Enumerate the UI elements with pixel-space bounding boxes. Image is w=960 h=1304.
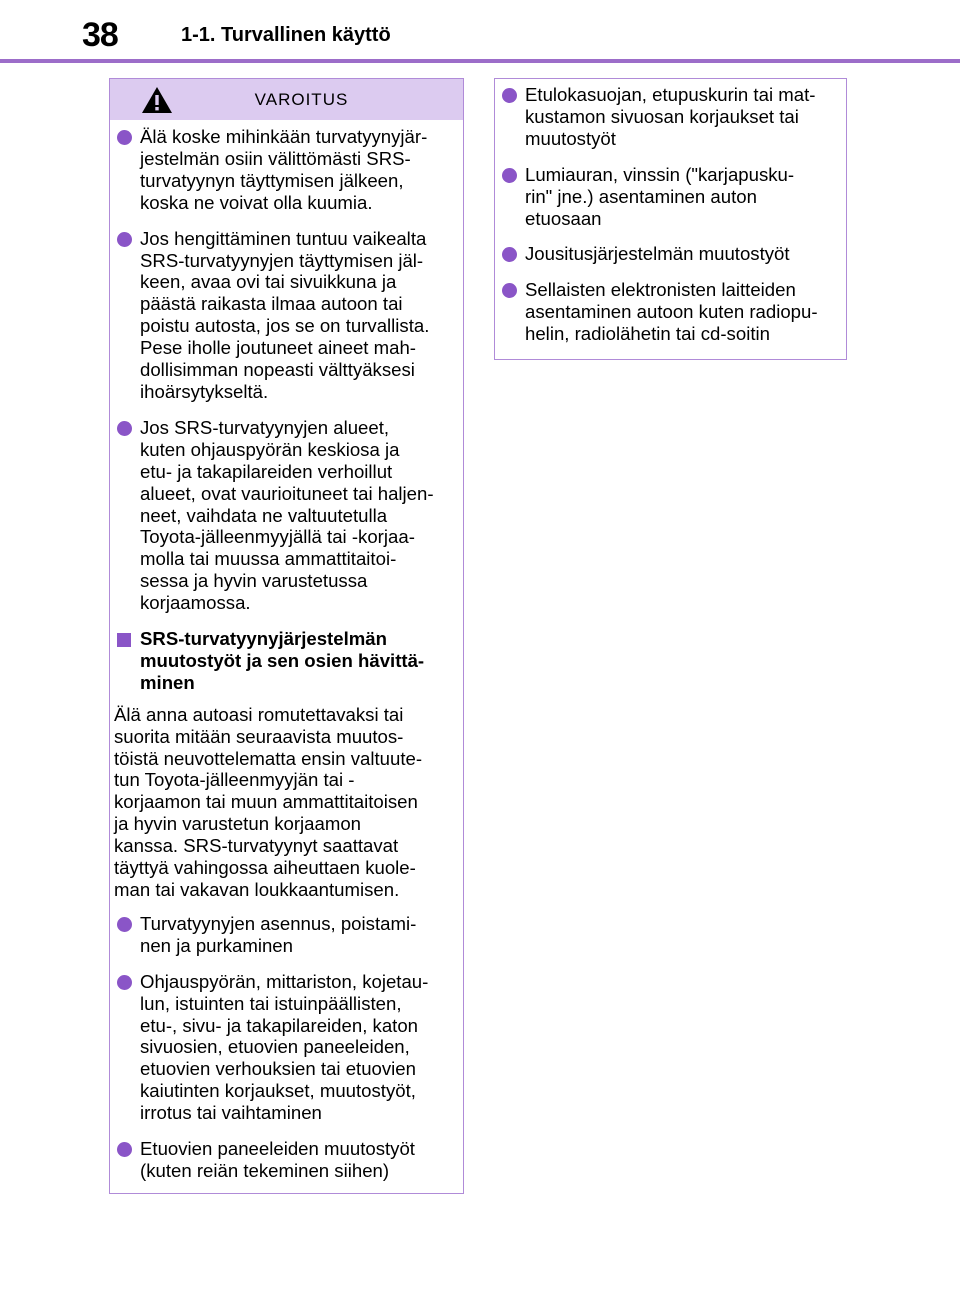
bullet-icon: [502, 247, 517, 262]
list-item-text: Ohjauspyörän, mittariston, kojetau- lun, istuinten tai istuinpäällisten, etu-, sivu- ja takapilareiden, katon sivuosien, etuovien paneeleiden, etuovien verhouksien tai etuovien kaiutinten korjaukset, muutostyöt, irrotus tai vaihtaminen: [140, 970, 429, 1124]
list-item-text: Jousitusjärjestelmän muutostyöt: [525, 243, 790, 265]
page-number: 38: [82, 16, 118, 54]
bullet-icon: [117, 975, 132, 990]
warning-box: [109, 78, 464, 1194]
bullet-icon: [502, 88, 517, 103]
list-item-text: Älä koske mihinkään turvatyynyjär- jestelmän osiin välittömästi SRS- turvatyynyn täyttymisen jälkeen, koska ne voivat olla kuumia.: [140, 126, 428, 213]
list-item-text: Turvatyynyjen asennus, poistami- nen ja purkaminen: [140, 912, 417, 956]
list-item: [499, 84, 839, 150]
bullet-icon: [117, 232, 132, 247]
bullet-icon: [117, 1142, 132, 1157]
warning-paragraph: Älä anna autoasi romutettavaksi tai suorita mitään seuraavista muutos- töistä neuvottelematta ensin valtuute- tun Toyota-jälleenmyyjän tai - korjaamon tai muun ammattitaitoisen ja hyvin varustetun korjaamon kanssa. SRS-turvatyynyt saattavat täyttyä vahingossa aiheuttaen kuole- man tai vakavan loukkaantumisen.: [114, 703, 423, 900]
list-item: [499, 243, 839, 265]
subheading: [114, 628, 459, 694]
subheading-text: SRS-turvatyynyjärjestelmän muutostyöt ja sen osien hävittä- minen: [140, 628, 425, 693]
section-title: 1-1. Turvallinen käyttö: [181, 24, 391, 46]
list-item: [114, 228, 459, 403]
warning-content-continued: [499, 84, 839, 359]
list-item-text: Etulokasuojan, etupuskurin tai mat- kustamon sivuosan korjaukset tai muutostyöt: [525, 84, 816, 149]
list-item: [499, 164, 839, 230]
list-item: [499, 279, 839, 345]
warning-bar: [110, 79, 463, 120]
bullet-icon: [502, 168, 517, 183]
bullet-icon: [117, 421, 132, 436]
warning-content: [114, 126, 459, 1196]
square-bullet-icon: [117, 633, 131, 647]
list-item-text: Sellaisten elektronisten laitteiden asentaminen autoon kuten radiopu- helin, radiolähetin tai cd-soitin: [525, 279, 818, 345]
list-item: [114, 971, 459, 1124]
list-item-text: Jos SRS-turvatyynyjen alueet, kuten ohjauspyörän keskiosa ja etu- ja takapilareiden verhoillut alueet, ovat vaurioituneet tai haljen- neet, vaihdata ne valtuutetulla Toyota-jälleenmyyjällä tai -korjaa- molla tai muussa ammattitaitoi- sessa ja hyvin varustetussa korjaamossa.: [140, 416, 434, 614]
list-item-text: Jos hengittäminen tuntuu vaikealta SRS-turvatyynyjen täyttymisen jäl- keen, avaa ovi tai sivuikkuna ja päästä raikasta ilmaa autoon tai poistu autosta, jos se on turvallista. Pese iholle joutuneet aineet mah- dollisimman nopeasti välttyäksesi ihoärsytykseltä.: [140, 227, 430, 402]
bullet-icon: [117, 917, 132, 932]
header-divider: [0, 59, 960, 63]
list-item: [114, 913, 459, 957]
list-item: [114, 1138, 459, 1182]
list-item-text: Etuovien paneeleiden muutostyöt (kuten reiän tekeminen siihen): [140, 1138, 415, 1181]
page-header: [0, 0, 960, 62]
warning-box-continued: [494, 78, 847, 360]
warning-label: VAROITUS: [254, 89, 349, 109]
list-item-text: Lumiauran, vinssin ("karjapusku- rin" jne.) asentaminen auton etuosaan: [525, 163, 795, 229]
bullet-icon: [502, 283, 517, 298]
list-item: [114, 126, 459, 214]
warning-triangle-icon: [140, 85, 174, 115]
list-item: [114, 417, 459, 614]
bullet-icon: [117, 130, 132, 145]
